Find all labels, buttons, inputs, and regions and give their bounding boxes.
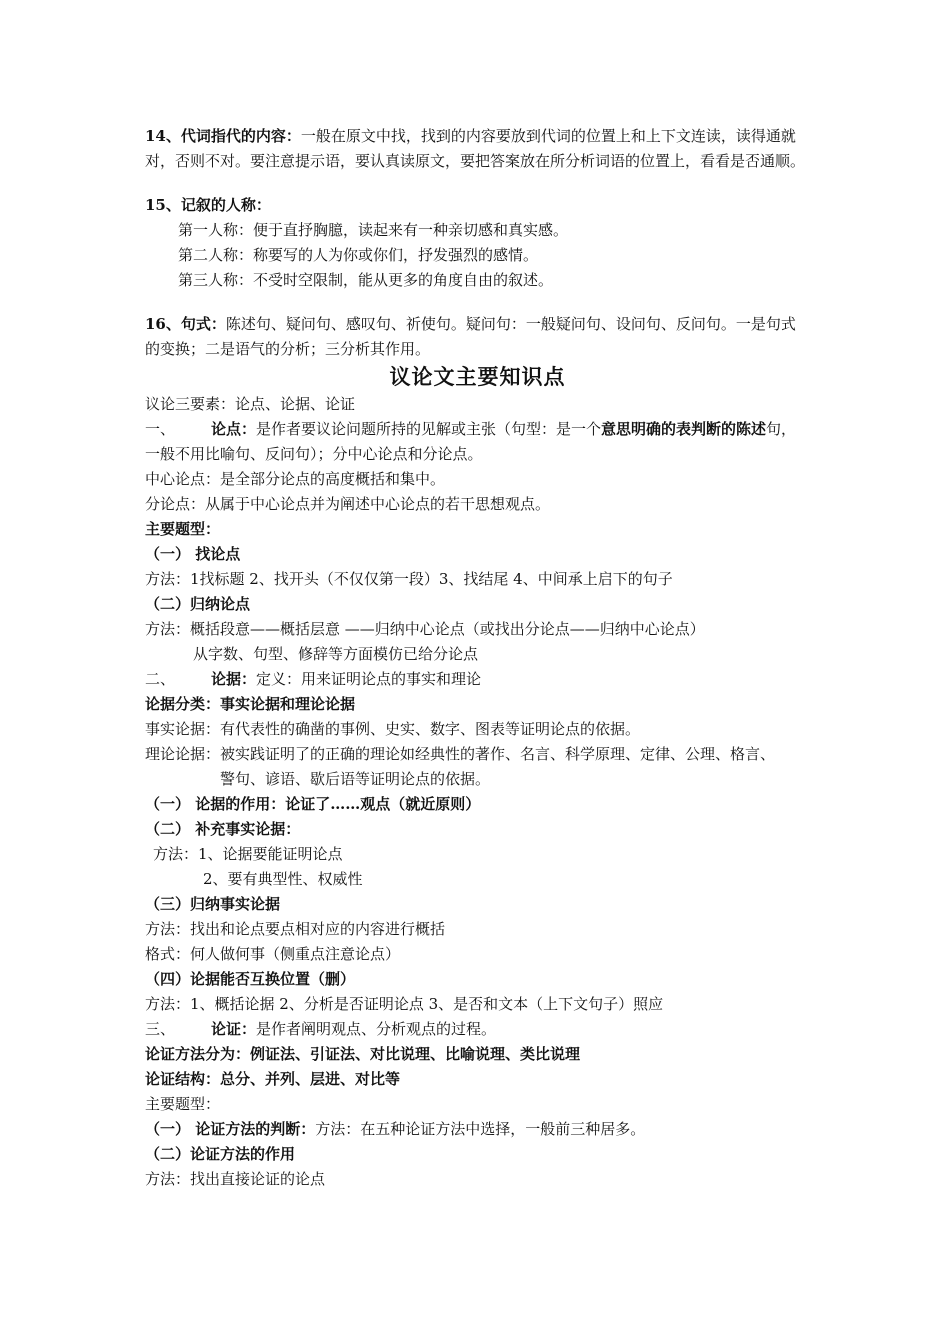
main-types-heading: 主要题型：	[145, 520, 221, 538]
evidence-text: 定义：用来证明论点的事实和理论	[256, 670, 482, 688]
num-two: 二、	[145, 670, 176, 688]
supplement-method-2: 2、要有典型性、权威性	[203, 870, 363, 888]
person-first: 第一人称：便于直抒胸臆，读起来有一种亲切感和真实感。	[178, 221, 569, 239]
method-role-method: 方法：找出直接论证的论点	[145, 1170, 326, 1188]
center-point: 中心论点：是全部分论点的高度概括和集中。	[145, 470, 446, 488]
argument-point-def	[145, 417, 810, 467]
evidence-supplement-heading: （二） 补充事实论据：	[145, 820, 301, 838]
fact-summary-heading: （三）归纳事实论据	[145, 895, 281, 913]
method-role-heading: （二）论证方法的作用	[145, 1145, 296, 1163]
swap-heading: （四）论据能否互换位置（删）	[145, 970, 356, 988]
section-14-body: 一般在原文中找，找到的内容要放到代词的位置上和上下文连读，读得通就对，否则不对。要注意提示语，要认真读原文，要把答案放在所分析词语的位置上，看看是否通顺。	[145, 127, 806, 170]
section-16	[145, 312, 810, 362]
summarize-point-heading: （二）归纳论点	[145, 595, 251, 613]
format-line: 格式：何人做何事（侧重点注意论点）	[145, 945, 401, 963]
judge-line	[145, 1117, 810, 1142]
reasoning-methods: 论证方法分为：例证法、引证法、对比说理、比喻说理、类比说理	[145, 1045, 581, 1063]
supplement-method-1: 方法：1、论据要能证明论点	[153, 845, 343, 863]
num-one: 一、	[145, 420, 176, 438]
three-elements: 议论三要素：论点、论据、论证	[145, 395, 356, 413]
judge-heading: （一） 论证方法的判断：	[145, 1120, 316, 1138]
page-title: 议论文主要知识点	[389, 364, 566, 389]
summarize-point-method-2: 从字数、句型、修辞等方面模仿已给分论点	[193, 645, 479, 663]
theory-evidence-a: 理论论据：被实践证明了的正确的理论如经典性的著作、名言、科学原理、定律、公理、格言、	[145, 745, 776, 763]
section-16-body: 陈述句、疑问句、感叹句、祈使句。疑问句：一般疑问句、设问句、反问句。一是句式的变换；二是语气的分析；三分析其作用。	[145, 315, 796, 358]
sub-point: 分论点：从属于中心论点并为阐述中心论点的若干思想观点。	[145, 495, 551, 513]
argument-point-text-a: 是作者要议论问题所持的见解或主张（句型：是一个	[256, 420, 602, 438]
section-14	[145, 124, 810, 174]
section-15-heading: 15、记叙的人称：	[145, 196, 271, 214]
evidence-label: 论据：	[211, 670, 257, 688]
evidence-def	[145, 667, 810, 692]
find-point-method: 方法：1找标题 2、找开头（不仅仅第一段）3、找结尾 4、中间承上启下的句子	[145, 570, 673, 588]
reasoning-text: 是作者阐明观点、分析观点的过程。	[256, 1020, 497, 1038]
find-point-heading: （一） 找论点	[145, 545, 241, 563]
section-14-heading: 14、代词指代的内容：	[145, 127, 301, 145]
argument-point-bold: 意思明确的表判断的陈述	[601, 420, 767, 438]
argument-point-text-b: 句，一般不用比喻句、反问句）；分中心论点和分论点。	[145, 420, 797, 463]
swap-method: 方法：1、概括论据 2、分析是否证明论点 3、是否和文本（上下文句子）照应	[145, 995, 664, 1013]
judge-text: 方法：在五种论证方法中选择，一般前三种居多。	[315, 1120, 646, 1138]
main-types-heading-2: 主要题型：	[145, 1095, 221, 1113]
fact-evidence: 事实论据：有代表性的确凿的事例、史实、数字、图表等证明论点的依据。	[145, 720, 641, 738]
evidence-classification: 论据分类：事实论据和理论论据	[145, 695, 356, 713]
argument-point-label: 论点：	[211, 420, 257, 438]
reasoning-label: 论证：	[211, 1020, 257, 1038]
person-third: 第三人称：不受时空限制，能从更多的角度自由的叙述。	[178, 271, 554, 289]
summarize-point-method: 方法：概括段意——概括层意 ——归纳中心论点（或找出分论点——归纳中心论点）	[145, 620, 705, 638]
theory-evidence-b: 警句、谚语、歇后语等证明论点的依据。	[220, 770, 491, 788]
reasoning-structure: 论证结构：总分、并列、层进、对比等	[145, 1070, 401, 1088]
num-three: 三、	[145, 1020, 176, 1038]
person-second: 第二人称：称要写的人为你或你们，抒发强烈的感情。	[178, 246, 539, 264]
evidence-role-heading: （一） 论据的作用：论证了……观点（就近原则）	[145, 795, 481, 813]
reasoning-def	[145, 1017, 810, 1042]
fact-summary-method: 方法：找出和论点要点相对应的内容进行概括	[145, 920, 446, 938]
section-16-heading: 16、句式：	[145, 315, 226, 333]
